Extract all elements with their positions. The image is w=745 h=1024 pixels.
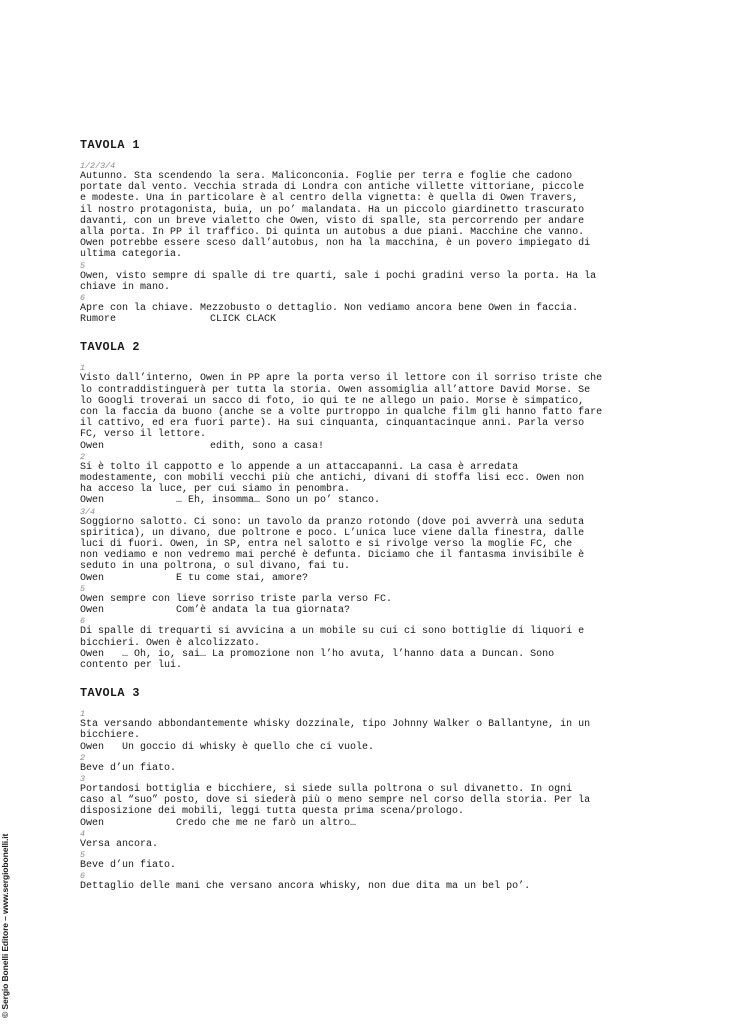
dialogue-line (80, 742, 680, 753)
panel-description: Dettaglio delle mani che versano ancora whisky, non due dita ma un bel po’. (80, 881, 531, 893)
line-text: … Oh, io, sai… La promozione non l’ho avuta, l’hanno data a Duncan. Sono contento per lui. (80, 648, 555, 671)
panel-description: Di spalle di trequarti si avvicina a un mobile su cui ci sono bottiglie di liquori e bicchieri. Owen è alcolizzato. (80, 626, 585, 649)
panel-number: 4 (80, 828, 86, 839)
copyright-credit: © Sergio Bonelli Editore – www.sergiobonelli.it (0, 833, 10, 1018)
line-text: Un goccio di whisky è quello che ci vuole. (122, 741, 375, 753)
panel-number: 1/2/3/4 (80, 161, 116, 171)
speaker: Owen (80, 741, 105, 753)
panel-number: 3 (80, 773, 86, 784)
tavola-1-section (80, 138, 680, 325)
tavola-1-title: TAVOLA 1 (80, 138, 140, 152)
dialogue-line (80, 605, 680, 616)
panel-description: Portandosi bottiglia e bicchiere, si siede sulla poltrona o sul divanetto. In ogni caso al “suo” posto, dove si siederà più o meno sempre nel corso della storia. Per la disposizione dei mobili, leggi tutta questa prima scena/prologo. (80, 783, 591, 818)
tavola-3-section (80, 686, 680, 892)
panel-description: Si è tolto il cappotto e lo appende a un attaccapanni. La casa è arredata modestamente, con mobili vecchi più che antichi, divani di stoffa lisi ecc. Owen non ha acceso la luce, per cui siamo in penombra. (80, 461, 585, 496)
panel-description: Visto dall’interno, Owen in PP apre la porta verso il lettore con il sorriso triste che lo contraddistinguerà per tutta la storia. Owen assomiglia all’attore David Morse. Se lo Googli troverai un sacco di foto, io qui te ne allego un paio. Morse è simpatico, con la faccia da buono (anche se a volte purtroppo in qualche film gli hanno fatto fare il cattivo, ed era fuori parte). Ha sui cinquanta, cinquantacinque anni. Parla verso FC, verso il lettore. (80, 373, 603, 441)
sound-line (80, 314, 680, 325)
panel-description: Versa ancora. (80, 838, 159, 850)
speaker: Owen (80, 495, 105, 507)
speaker: Rumore (80, 314, 117, 326)
speaker: Owen (80, 572, 105, 584)
speaker: Owen (80, 605, 105, 617)
line-text: edith, sono a casa! (210, 440, 325, 452)
panel-number: 5 (80, 583, 86, 594)
dialogue-line (80, 495, 680, 506)
panel-number: 6 (80, 293, 86, 304)
tavola-3-title: TAVOLA 3 (80, 686, 140, 701)
panel-number: 6 (80, 871, 86, 882)
panel-description: Apre con la chiave. Mezzobusto o dettaglio. Non vediamo ancora bene Owen in faccia. (80, 303, 579, 315)
dialogue-line (80, 649, 680, 671)
line-text: … Eh, insomma… Sono un po’ stanco. (176, 495, 381, 507)
panel-number: 6 (80, 616, 86, 627)
tavola-2-title: TAVOLA 2 (80, 340, 140, 355)
dialogue-line (80, 573, 680, 584)
panel-description: Soggiorno salotto. Ci sono: un tavolo da pranzo rotondo (dove poi avverrà una seduta spiritica), un divano, due poltrone e poco. L’unica luce viene dalla finestra, dalle luci di fuori. Owen, in SP, entra nel salotto e si rivolge verso la moglie FC, che non vediamo e non vedremo mai perché è defunta. Diciamo che il fantasma invisibile è seduto in una poltrona, o sul divano, fai tu. (80, 516, 585, 573)
panel-description: Beve d’un fiato. (80, 859, 177, 871)
panel-description: Owen sempre con lieve sorriso triste parla verso FC. (80, 593, 393, 605)
line-text: Com’è andata la tua giornata? (176, 605, 351, 617)
panel-description: Owen, visto sempre di spalle di tre quarti, sale i pochi gradini verso la porta. Ha la chiave in mano. (80, 270, 597, 293)
panel-number: 1 (80, 363, 86, 374)
line-text: CLICK CLACK (210, 314, 277, 326)
panel-number: 5 (80, 849, 86, 860)
panel-number: 5 (80, 260, 86, 271)
script-content (80, 138, 680, 907)
tavola-2-section (80, 340, 680, 671)
dialogue-line (80, 818, 680, 829)
panel-number: 2 (80, 451, 86, 462)
panel-number: 1 (80, 709, 86, 720)
panel-description: Beve d’un fiato. (80, 762, 177, 774)
panel-number: 2 (80, 752, 86, 763)
panel-number: 3/4 (80, 506, 96, 517)
panel-description: Autunno. Sta scendendo la sera. Maliconconia. Foglie per terra e foglie che cadono portate dal vento. Vecchia strada di Londra con antiche villette vittoriane, piccole e modeste. Una in particolare è al centro della vignetta: è quella di Owen Travers, il nostro protagonista, buia, un po’ malandata. Ha un piccolo giardinetto trascurato davanti, con un breve vialetto che Owen, visto di spalle, sta percorrendo per andare alla porta. In PP il traffico. Di quinta un autobus a due piani. Macchine che vanno. Owen potrebbe essere sceso dall’autobus, non ha la macchina, è un povero impiegato di ultima categoria. (80, 171, 591, 261)
line-text: E tu come stai, amore? (176, 572, 309, 584)
speaker: Owen (80, 440, 105, 452)
line-text: Credo che me ne farò un altro… (176, 817, 357, 829)
speaker: Owen (80, 817, 105, 829)
speaker: Owen (80, 648, 105, 660)
dialogue-line (80, 441, 680, 452)
panel-description: Sta versando abbondantemente whisky dozzinale, tipo Johnny Walker o Ballantyne, in un bicchiere. (80, 719, 591, 742)
